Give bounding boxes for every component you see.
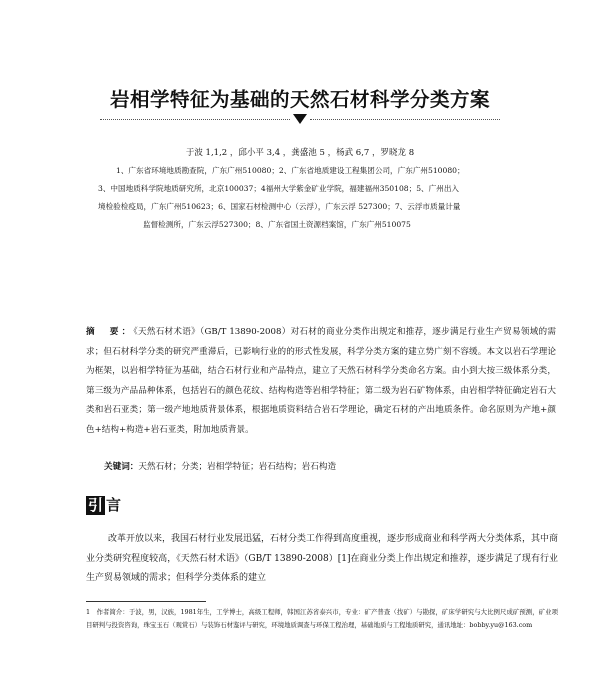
section-heading-introduction xyxy=(86,496,121,515)
body-paragraph: 改革开放以来，我国石材行业发展迅猛，石材分类工作得到高度重视，逐步形成商业和科学两大分类体系，其中商业分类研究程度较高，《天然石材术语》（GB/T 13890-2008）[1]在商业分类上作出规定和推荐，逐步满足了现有行业生产贸易领域的需求；但科学分类体系的建立 xyxy=(86,534,559,583)
affiliation-line: 监督检测所，广东云浮527300；8、广东省国土资源档案馆，广东广州510075 xyxy=(143,220,411,229)
keywords xyxy=(104,460,336,472)
affiliation-line: 3、中国地质科学院地质研究所，北京100037；4福州大学紫金矿业学院，福建福州350108；5、广州出入 xyxy=(98,184,460,193)
footnote: 1 作者简介：于波，男，汉族，1981年生，工学博士，高级工程师，韩国江苏省泰兴市，专业：矿产普查（找矿）与勘探，矿床学研究与大比例尺成矿预测，矿业项目研判与投资咨询，珠宝玉石（观赏石）与装饰石材鉴评与研究，环境地质调查与环保工程治理，基础地质与工程地质研究，通讯地址：bobby.yu@163.com xyxy=(86,608,558,629)
footnote-divider xyxy=(86,601,206,602)
affiliation-line: 1、广东省环境地质勘查院，广东广州510080；2、广东省地质建设工程集团公司，广东广州510080； xyxy=(116,166,465,175)
affiliation-line: 境检验检疫局，广东广州510623；6、国家石材检测中心（云浮），广东云浮 527300；7、云浮市质量计量 xyxy=(98,202,461,211)
abstract xyxy=(86,323,556,440)
abstract-label: 摘 要： xyxy=(86,327,134,337)
section-heading-text: 言 xyxy=(106,496,122,514)
paper-title: 岩相学特征为基础的天然石材科学分类方案 xyxy=(109,88,490,111)
title-divider-right xyxy=(310,119,500,120)
section-heading-box: 引 xyxy=(88,496,104,514)
title-divider-left xyxy=(100,119,290,120)
author-line: 于波 1,1,2 ，邱小平 3,4 ，龚盛池 5 ，杨武 6,7 ，罗晓龙 8 xyxy=(185,148,415,158)
abstract-text: 《天然石材术语》（GB/T 13890-2008）对石材的商业分类作出规定和推荐，逐步满足行业生产贸易领域的需求；但石材科学分类的研究严重滞后，已影响行业的的形式性发展，科学分类方案的建立势广刻不容缓。本文以岩石学理论为框架，以岩相学特征为基础，结合石材行业和产品特点，建立了天然石材科学分类命名方案。由小到大按三级体系分类，第三级为产品品种体系，包括岩石的颜色花纹、结构构造等岩相学特征；第二级为岩石矿物体系，由岩相学特征确定岩石大类和岩石亚类；第一级产地地质背景体系，根据地质资料结合岩石学理论，确定石材的产出地质条件。命名原则为产地+颜色+结构+构造+岩石亚类，附加地质背景。 xyxy=(86,327,556,435)
title-arrow-icon xyxy=(293,114,307,124)
keywords-label: 关键词： xyxy=(104,462,139,472)
keywords-text: 天然石材；分类；岩相学特征；岩石结构；岩石构造 xyxy=(138,462,337,472)
